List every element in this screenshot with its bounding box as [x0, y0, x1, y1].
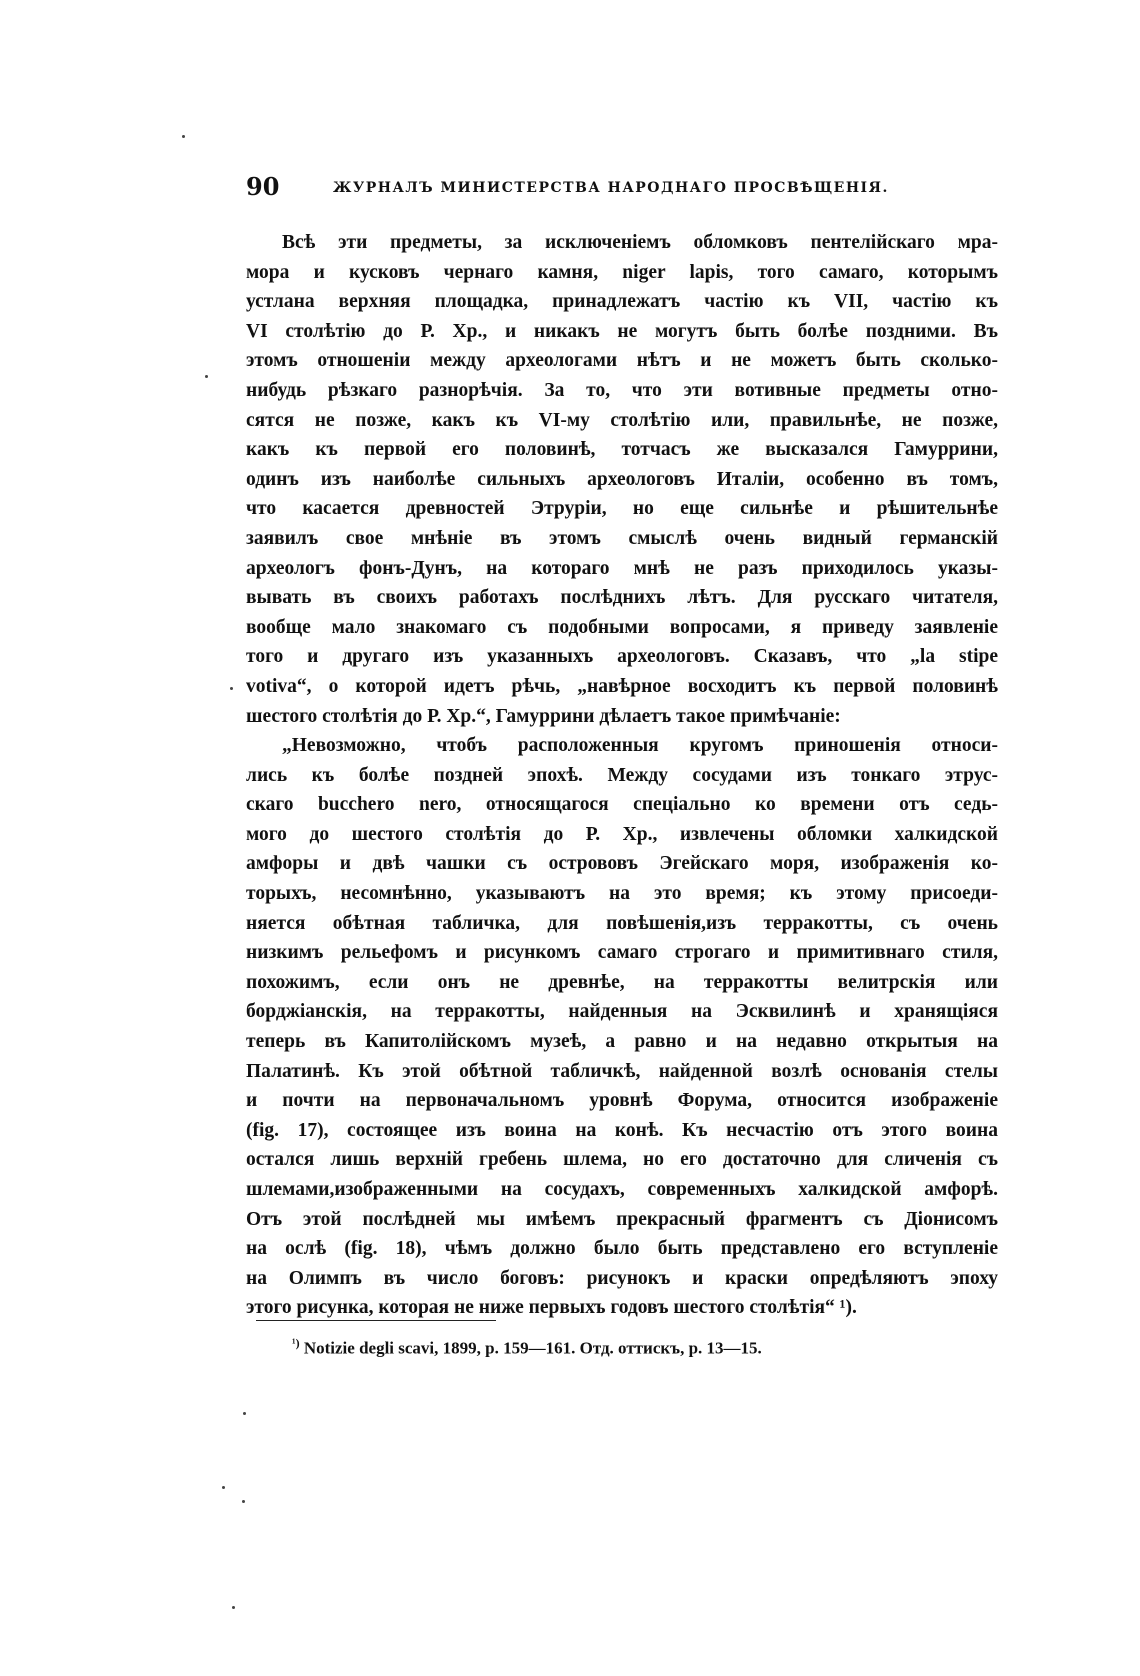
scan-speck [205, 375, 208, 378]
text-line: торыхъ, несомнѣнно, указываютъ на это время; къ этому присоеди- [246, 883, 998, 905]
text-line: votiva“, о которой идетъ рѣчь, „навѣрное восходитъ къ первой половинѣ [246, 675, 998, 697]
text-line: нибудь рѣзкаго разнорѣчія. За то, что эти вотивные предметы отно- [246, 379, 998, 401]
scan-speck [242, 1500, 245, 1503]
paragraph-1 [246, 228, 998, 731]
text-line: низкимъ рельефомъ и рисункомъ самаго строгаго и примитивнаго стиля, [246, 942, 998, 964]
running-title: ЖУРНАЛЪ МИНИСТЕРСТВА НАРОДНАГО ПРОСВѢЩЕНІЯ. [333, 180, 889, 196]
text-line: что касается древностей Этруріи, но еще сильнѣе и рѣшительнѣе [246, 498, 998, 520]
text-line: вообще мало знакомаго съ подобными вопросами, я приведу заявленіе [246, 616, 998, 638]
text-line: Всѣ эти предметы, за исключеніемъ обломковъ пентелійскаго мра- [282, 232, 998, 253]
footnote-mark: ¹) [292, 1336, 300, 1350]
scan-speck [182, 135, 185, 138]
scan-speck [230, 687, 233, 690]
text-line: похожимъ, если онъ не древнѣе, на терракотты велитрскія или [246, 971, 998, 993]
footnote-text: Notizie degli scavi, 1899, p. 159—161. Отд. оттискъ, p. 13—15. [303, 1338, 762, 1358]
scan-speck [232, 1606, 235, 1609]
text-line: скаго bucchero nero, относящагося спеціально ко времени отъ седь- [246, 794, 998, 816]
body-text [246, 228, 998, 1323]
scan-speck [222, 1486, 225, 1489]
text-line: VI столѣтію до Р. Хр., и никакъ не могутъ быть болѣе поздними. Въ [246, 320, 998, 342]
text-line: „Невозможно, чтобъ расположенныя кругомъ приношенія относи- [282, 735, 998, 757]
page-number: 90 [246, 172, 280, 201]
text-line: остался лишь верхній гребень шлема, но его достаточно для сличенія съ [246, 1149, 998, 1171]
text-line: шлемами,изображенными на сосудахъ, современныхъ халкидской амфорѣ. [246, 1179, 998, 1200]
footnote [292, 1336, 972, 1359]
scan-speck [243, 1412, 246, 1415]
text-line: какъ къ первой его половинѣ, тотчасъ же высказался Гамуррини, [246, 439, 998, 461]
text-line: на Олимпъ въ число боговъ: рисунокъ и краски опредѣляютъ эпоху [246, 1267, 998, 1289]
text-line: Палатинѣ. Къ этой обѣтной табличкѣ, найденной возлѣ основанія стелы [246, 1060, 998, 1082]
page-header [246, 172, 1006, 212]
text-line: няется обѣтная табличка, для повѣшенія,изъ терракотты, съ очень [246, 912, 998, 934]
text-line: заявилъ свое мнѣніе въ этомъ смыслѣ очень видный германскій [246, 527, 998, 549]
text-line: и почти на первоначальномъ уровнѣ Форума, относится изображеніе [246, 1090, 998, 1112]
text-line: шестого столѣтія до Р. Хр.“, Гамуррини дѣлаетъ такое примѣчаніе: [246, 705, 841, 727]
text-line: этого рисунка, которая не ниже первыхъ годовъ шестого столѣтія“ ¹). [246, 1297, 857, 1319]
text-line: Отъ этой послѣдней мы имѣемъ прекрасный фрагментъ съ Діонисомъ [246, 1208, 998, 1230]
paragraph-2 [246, 731, 998, 1323]
text-line: лись къ болѣе поздней эпохѣ. Между сосудами изъ тонкаго этрус- [246, 764, 998, 786]
text-line: одинъ изъ наиболѣе сильныхъ археологовъ Италіи, особенно въ томъ, [246, 468, 998, 490]
text-line: мора и кусковъ чернаго камня, niger lapis, того самаго, которымъ [246, 261, 998, 283]
text-line: мого до шестого столѣтія до Р. Хр., извлечены обломки халкидской [246, 823, 998, 845]
text-line: археологъ фонъ-Дунъ, на котораго мнѣ не разъ приходилось указы- [246, 557, 998, 579]
text-line: вывать въ своихъ работахъ послѣднихъ лѣтъ. Для русскаго читателя, [246, 587, 998, 609]
text-line: того и другаго изъ указанныхъ археологовъ. Сказавъ, что „la stipe [246, 646, 998, 668]
text-line: этомъ отношеніи между археологами нѣтъ и не можетъ быть сколько- [246, 350, 998, 372]
footnote-separator [256, 1320, 496, 1321]
text-line: устлана верхняя площадка, принадлежатъ частію къ VII, частію къ [246, 291, 998, 313]
text-line: борджіанскія, на терракотты, найденныя на Эсквилинѣ и хранящіяся [246, 1001, 998, 1023]
text-line: (fig. 17), состоящее изъ воина на конѣ. Къ несчастію отъ этого воина [246, 1119, 998, 1141]
text-line: амфоры и двѣ чашки съ острововъ Эгейскаго моря, изображенія ко- [246, 853, 998, 875]
text-line: сятся не позже, какъ къ VI-му столѣтію или, правильнѣе, не позже, [246, 409, 998, 431]
text-line: теперь въ Капитолійскомъ музеѣ, а равно и на недавно открытыя на [246, 1031, 998, 1053]
text-line: на ослѣ (fig. 18), чѣмъ должно было быть представлено его вступленіе [246, 1238, 998, 1260]
